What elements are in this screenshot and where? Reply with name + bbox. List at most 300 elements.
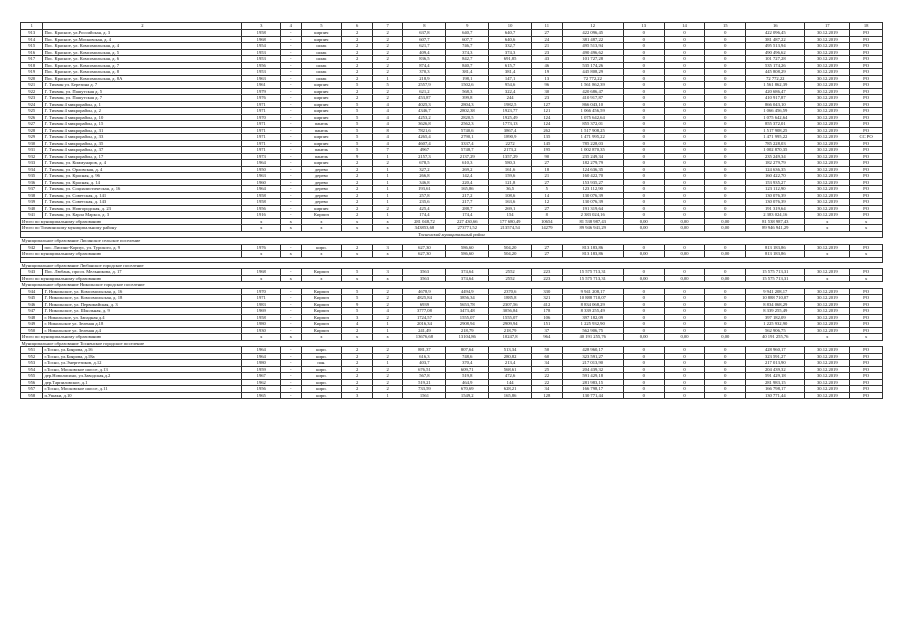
- table-cell: 1: [372, 212, 403, 219]
- table-cell: 1965: [242, 392, 281, 399]
- table-cell: x: [342, 334, 373, 341]
- table-cell: -: [281, 392, 301, 399]
- table-cell: 0: [623, 121, 664, 128]
- table-cell: 607,7: [403, 36, 446, 43]
- table-cell: 785 228,03: [562, 140, 623, 147]
- table-cell: 165,86: [489, 392, 532, 399]
- table-cell: 1: [372, 360, 403, 367]
- table-cell: 30.12.2019: [805, 386, 850, 393]
- table-cell: 0: [623, 301, 664, 308]
- table-cell: 2790,1: [446, 134, 489, 141]
- address-cell: г. Никольское ул. Зеленая д.18: [43, 321, 242, 328]
- table-cell: 943: [21, 269, 43, 276]
- table-cell: 374,3: [446, 49, 489, 56]
- table-cell: кирпич: [301, 88, 342, 95]
- table-cell: 0: [664, 360, 705, 367]
- table-cell: 1: [372, 153, 403, 160]
- table-cell: 381 487,22: [746, 36, 805, 43]
- table-cell: 142,4: [446, 173, 489, 180]
- section-heading: Муниципальное образование Лисинское сельское поселение: [21, 238, 883, 245]
- table-cell: 0: [623, 199, 664, 206]
- table-cell: 10247,8: [489, 334, 532, 341]
- table-cell: 323 591,27: [746, 353, 805, 360]
- table-cell: 2: [372, 56, 403, 63]
- column-number-cell: 13: [623, 23, 664, 30]
- table-cell: 147,1: [489, 75, 532, 82]
- table-cell: 160 422,70: [746, 173, 805, 180]
- table-cell: 1 225 932,90: [746, 321, 805, 328]
- table-cell: -: [281, 160, 301, 167]
- table-cell: 9: [342, 153, 373, 160]
- table-cell: 280,82: [489, 353, 532, 360]
- table-cell: 1970: [242, 114, 281, 121]
- table-cell: РО: [850, 153, 883, 160]
- table-cell: 1: [372, 321, 403, 328]
- table-cell: РО: [850, 140, 883, 147]
- table-cell: 3563: [403, 275, 446, 282]
- column-number-cell: 18: [850, 23, 883, 30]
- table-cell: 504,20: [489, 244, 532, 251]
- table-cell: СС РО: [850, 134, 883, 141]
- table-cell: 27: [532, 179, 563, 186]
- table-cell: 3777,08: [403, 308, 446, 315]
- table-cell: 2: [342, 199, 373, 206]
- table-cell: Кирпич: [301, 301, 342, 308]
- table-cell: 412: [532, 301, 563, 308]
- table-cell: 958: [21, 392, 43, 399]
- table-cell: x: [805, 334, 850, 341]
- table-cell: 30.12.2019: [805, 134, 850, 141]
- table-cell: 586,60: [446, 244, 489, 251]
- table-cell: 399,8: [446, 95, 489, 102]
- table-cell: -: [281, 121, 301, 128]
- table-cell: 1983: [242, 301, 281, 308]
- table-cell: -: [281, 295, 301, 302]
- table-cell: 425,4: [403, 205, 446, 212]
- table-cell: 281 983,15: [746, 379, 805, 386]
- table-cell: -: [281, 43, 301, 50]
- table-cell: 0: [664, 314, 705, 321]
- table-cell: 0: [623, 192, 664, 199]
- table-cell: 0: [664, 173, 705, 180]
- table-cell: 836,5: [403, 56, 446, 63]
- table-cell: 1: [372, 199, 403, 206]
- table-cell: 0: [664, 379, 705, 386]
- table-cell: 0: [664, 43, 705, 50]
- address-cell: Пос. Красное, ул. Комсомольская, д. 7: [43, 62, 242, 69]
- table-cell: 746,7: [446, 43, 489, 50]
- table-cell: 1: [372, 192, 403, 199]
- table-cell: 1971: [242, 295, 281, 302]
- table-cell: x: [301, 218, 342, 225]
- table-cell: 4346,7: [403, 108, 446, 115]
- table-cell: 2: [372, 314, 403, 321]
- table-cell: 50: [532, 347, 563, 354]
- table-cell: 403,7: [403, 360, 446, 367]
- table-cell: 30.12.2019: [805, 314, 850, 321]
- table-cell: 130 076,39: [562, 192, 623, 199]
- table-cell: 227 430,66: [446, 218, 489, 225]
- table-cell: -: [281, 30, 301, 37]
- table-cell: 0: [623, 69, 664, 76]
- table-cell: 0: [705, 212, 746, 219]
- table-cell: 855 372,01: [562, 121, 623, 128]
- table-cell: 8 339 255,49: [746, 308, 805, 315]
- column-number-row: [21, 23, 883, 30]
- table-cell: РО: [850, 308, 883, 315]
- table-cell: -: [281, 366, 301, 373]
- table-cell: 0: [664, 269, 705, 276]
- table-cell: 127: [532, 101, 563, 108]
- table-cell: 0: [705, 121, 746, 128]
- table-cell: 881,37: [403, 347, 446, 354]
- table-cell: 4: [372, 108, 403, 115]
- table-cell: Кирпич: [301, 288, 342, 295]
- table-cell: 1555,07: [446, 314, 489, 321]
- table-cell: 0: [664, 101, 705, 108]
- column-number-cell: 5: [301, 23, 342, 30]
- table-cell: 160 422,70: [562, 173, 623, 180]
- table-cell: РО: [850, 88, 883, 95]
- table-cell: 964: [532, 334, 563, 341]
- table-cell: 1357,29: [489, 153, 532, 160]
- table-cell: 0: [664, 308, 705, 315]
- table-cell: -: [281, 321, 301, 328]
- column-number-cell: 10: [489, 23, 532, 30]
- table-cell: 30.12.2019: [805, 353, 850, 360]
- table-cell: 1 561 862,39: [562, 82, 623, 89]
- table-cell: РО: [850, 43, 883, 50]
- table-cell: 3563: [403, 269, 446, 276]
- table-cell: 153 935,27: [562, 179, 623, 186]
- table-cell: 1 561 862,39: [746, 82, 805, 89]
- table-cell: -: [281, 288, 301, 295]
- table-cell: 5: [342, 295, 373, 302]
- table-cell: 954: [21, 366, 43, 373]
- table-cell: 615,7: [489, 62, 532, 69]
- table-cell: 0: [664, 69, 705, 76]
- table-cell: 640,7: [489, 30, 532, 37]
- table-cell: 22: [532, 379, 563, 386]
- table-cell: 130 076,39: [562, 199, 623, 206]
- table-cell: РО: [850, 166, 883, 173]
- table-cell: 1970: [242, 288, 281, 295]
- table-cell: 397 182,09: [746, 314, 805, 321]
- table-cell: 1: [372, 186, 403, 193]
- table-cell: 0: [705, 205, 746, 212]
- table-cell: 288,7: [446, 205, 489, 212]
- table-cell: РО: [850, 121, 883, 128]
- table-cell: 0: [664, 108, 705, 115]
- table-cell: 1 471 995,22: [562, 134, 623, 141]
- table-cell: 927: [21, 121, 43, 128]
- table-cell: 191 319,64: [562, 205, 623, 212]
- table-cell: -: [281, 347, 301, 354]
- column-number-cell: 8: [403, 23, 446, 30]
- table-cell: 30.12.2019: [805, 392, 850, 399]
- table-cell: РО: [850, 173, 883, 180]
- address-cell: Г. Тихвин 4 микрорайон, д. 10: [43, 114, 242, 121]
- table-cell: 445 808,29: [562, 69, 623, 76]
- table-cell: 0: [664, 114, 705, 121]
- table-cell: 30.12.2019: [805, 205, 850, 212]
- table-cell: кирпич: [301, 134, 342, 141]
- table-cell: 9 941 208,17: [562, 288, 623, 295]
- table-cell: кирп.: [301, 353, 342, 360]
- table-cell: -: [281, 192, 301, 199]
- table-cell: 5: [342, 288, 373, 295]
- table-cell: 0: [623, 75, 664, 82]
- table-cell: 0: [623, 327, 664, 334]
- table-cell: 3: [342, 392, 373, 399]
- table-cell: x: [301, 275, 342, 282]
- table-cell: 128: [532, 392, 563, 399]
- table-cell: 36,5: [489, 186, 532, 193]
- table-cell: 946: [21, 301, 43, 308]
- table-cell: x: [281, 251, 301, 258]
- table-cell: 0: [623, 179, 664, 186]
- table-cell: 0: [664, 347, 705, 354]
- table-cell: 370,3: [403, 69, 446, 76]
- table-cell: 1964: [242, 347, 281, 354]
- table-cell: x: [281, 225, 301, 232]
- table-cell: 4: [372, 114, 403, 121]
- address-cell: Г. Тихвин 4 микрорайон, д. 17: [43, 153, 242, 160]
- section-heading: Муниципальное образование Никольское городское поселение: [21, 282, 883, 289]
- table-cell: 1958: [242, 30, 281, 37]
- address-cell: Г. Тихвин, ул. Красная, д. 96: [43, 173, 242, 180]
- table-cell: 952: [21, 353, 43, 360]
- table-cell: 2157,3: [403, 153, 446, 160]
- address-cell: Пос. Красное, ул. Комсомольская, д. 4: [43, 43, 242, 50]
- table-cell: 422 096,45: [746, 30, 805, 37]
- table-cell: 676,51: [403, 366, 446, 373]
- table-cell: 0: [705, 288, 746, 295]
- address-cell: Г. Никольское, ул. Комсомольская, д. 16: [43, 288, 242, 295]
- table-cell: 0: [705, 327, 746, 334]
- table-cell: 0: [664, 166, 705, 173]
- table-cell: 177 680,49: [489, 218, 532, 225]
- table-cell: 269,2: [446, 166, 489, 173]
- table-cell: 0: [623, 186, 664, 193]
- table-cell: x: [372, 225, 403, 232]
- table-cell: 2307,56: [489, 301, 532, 308]
- address-cell: п.Ушаки, д.10: [43, 392, 242, 399]
- table-cell: 949: [21, 321, 43, 328]
- table-cell: 4: [342, 321, 373, 328]
- table-cell: 1964: [242, 160, 281, 167]
- table-cell: 0: [664, 212, 705, 219]
- table-cell: 0: [705, 353, 746, 360]
- table-cell: 1980: [242, 321, 281, 328]
- table-cell: 0: [705, 347, 746, 354]
- table-cell: 2: [342, 179, 373, 186]
- table-cell: шлак: [301, 56, 342, 63]
- table-cell: 12: [532, 199, 563, 206]
- table-cell: 381 487,22: [562, 36, 623, 43]
- table-cell: 0: [623, 160, 664, 167]
- table-cell: -: [281, 179, 301, 186]
- table-cell: 244: [489, 95, 532, 102]
- table-cell: -: [281, 353, 301, 360]
- table-cell: -: [281, 69, 301, 76]
- table-cell: 0: [664, 386, 705, 393]
- table-cell: РО: [850, 56, 883, 63]
- table-cell: 96: [532, 82, 563, 89]
- table-cell: 5: [342, 269, 373, 276]
- table-cell: 235,6: [403, 199, 446, 206]
- table-cell: 4253,2: [403, 114, 446, 121]
- table-cell: 8 834 068,29: [562, 301, 623, 308]
- table-cell: 5740,6: [446, 127, 489, 134]
- table-cell: 30.12.2019: [805, 288, 850, 295]
- table-cell: 0: [705, 147, 746, 154]
- table-cell: -: [281, 199, 301, 206]
- table-cell: 2: [372, 347, 403, 354]
- table-cell: 678,5: [403, 160, 446, 167]
- table-cell: 34: [532, 360, 563, 367]
- table-cell: 2: [372, 373, 403, 380]
- table-cell: 921: [21, 82, 43, 89]
- table-cell: 2552: [489, 275, 532, 282]
- table-cell: 4025,3: [403, 101, 446, 108]
- table-cell: кирпич: [301, 36, 342, 43]
- column-number-cell: 9: [446, 23, 489, 30]
- table-cell: 163,6: [489, 199, 532, 206]
- table-cell: 1 225 932,90: [562, 321, 623, 328]
- table-cell: 445 808,29: [746, 69, 805, 76]
- table-cell: 637,8: [403, 30, 446, 37]
- table-cell: 2: [342, 192, 373, 199]
- table-cell: 0: [623, 36, 664, 43]
- column-number-cell: 15: [705, 23, 746, 30]
- table-cell: РО: [850, 69, 883, 76]
- table-cell: 174,4: [403, 212, 446, 219]
- table-cell: 262: [532, 127, 563, 134]
- table-cell: 370,4: [446, 360, 489, 367]
- table-cell: 1982,5: [489, 101, 532, 108]
- table-cell: 21: [532, 43, 563, 50]
- table-cell: 0: [623, 205, 664, 212]
- table-cell: 1885,8: [489, 295, 532, 302]
- address-cell: г.Тосно, Московское шоссе, д.13: [43, 366, 242, 373]
- table-cell: 2016,34: [403, 321, 446, 328]
- table-cell: 0: [623, 347, 664, 354]
- table-cell: 1: [372, 179, 403, 186]
- table-cell: 1555,07: [489, 314, 532, 321]
- table-cell: 241,49: [403, 327, 446, 334]
- table-cell: 235 249,34: [746, 153, 805, 160]
- table-cell: 10654: [532, 218, 563, 225]
- table-cell: 1930: [242, 327, 281, 334]
- table-cell: 1 002 870,35: [562, 147, 623, 154]
- table-cell: 5: [342, 114, 373, 121]
- table-cell: 5: [342, 140, 373, 147]
- table-cell: 30.12.2019: [805, 88, 850, 95]
- table-cell: 925: [21, 108, 43, 115]
- table-cell: 159,6: [489, 173, 532, 180]
- table-cell: x: [850, 251, 883, 258]
- table-cell: 220,4: [446, 179, 489, 186]
- table-cell: 374,64: [446, 269, 489, 276]
- table-cell: 2272: [489, 140, 532, 147]
- table-cell: панель: [301, 147, 342, 154]
- table-cell: 30.12.2019: [805, 121, 850, 128]
- table-cell: 0: [623, 244, 664, 251]
- table-cell: 616,3: [403, 353, 446, 360]
- address-cell: Г. Тихвин, ул. Пашутская д. 7: [43, 95, 242, 102]
- table-cell: РО: [850, 192, 883, 199]
- table-cell: 951: [21, 347, 43, 354]
- address-cell: Пос. Красное, ул.Московская, д. 4: [43, 36, 242, 43]
- table-cell: 30.12.2019: [805, 212, 850, 219]
- table-cell: 121,8: [489, 179, 532, 186]
- table-cell: 9: [342, 301, 373, 308]
- table-cell: 37: [532, 327, 563, 334]
- table-cell: 621,7: [403, 43, 446, 50]
- table-cell: 4678,9: [403, 288, 446, 295]
- table-cell: 0: [623, 321, 664, 328]
- table-cell: 586,60: [446, 251, 489, 258]
- table-cell: 0: [623, 295, 664, 302]
- table-cell: 30.12.2019: [805, 30, 850, 37]
- table-cell: 0: [623, 360, 664, 367]
- table-cell: 0: [705, 114, 746, 121]
- table-cell: 0,00: [664, 225, 705, 232]
- table-cell: 1980: [242, 360, 281, 367]
- table-cell: 913: [21, 30, 43, 37]
- table-cell: 940: [21, 205, 43, 212]
- table-cell: 621,2: [403, 88, 446, 95]
- table-cell: 916: [21, 49, 43, 56]
- table-cell: РО: [850, 82, 883, 89]
- table-cell: 30.12.2019: [805, 101, 850, 108]
- table-cell: 931: [21, 147, 43, 154]
- table-cell: 855 372,01: [746, 121, 805, 128]
- table-cell: 1954: [242, 43, 281, 50]
- table-cell: 273771,52: [446, 225, 489, 232]
- table-cell: 935: [21, 173, 43, 180]
- table-cell: 0: [705, 199, 746, 206]
- table-cell: 2802,38: [446, 108, 489, 115]
- table-cell: дерево: [301, 179, 342, 186]
- table-cell: 4825,84: [403, 295, 446, 302]
- table-cell: x: [805, 225, 850, 232]
- table-cell: 0,00: [705, 275, 746, 282]
- table-cell: 1: [372, 327, 403, 334]
- table-cell: 30.12.2019: [805, 62, 850, 69]
- table-cell: 151: [532, 321, 563, 328]
- table-cell: 30.12.2019: [805, 43, 850, 50]
- table-cell: 5: [342, 147, 373, 154]
- table-cell: 920: [21, 75, 43, 82]
- table-cell: x: [342, 218, 373, 225]
- table-cell: 2: [342, 88, 373, 95]
- table-cell: 40 191 255,76: [562, 334, 623, 341]
- table-cell: 204 439,32: [746, 366, 805, 373]
- table-cell: РО: [850, 379, 883, 386]
- table-cell: 923: [21, 95, 43, 102]
- table-cell: РО: [850, 179, 883, 186]
- table-cell: 81 538 987,43: [562, 218, 623, 225]
- address-cell: Г. Никольское, ул. Первомайская, д. 3: [43, 301, 242, 308]
- table-cell: x: [281, 218, 301, 225]
- table-cell: 30.12.2019: [805, 49, 850, 56]
- table-cell: 3: [372, 244, 403, 251]
- table-cell: 18: [532, 166, 563, 173]
- table-cell: кирп.: [301, 392, 342, 399]
- table-cell: 0: [623, 373, 664, 380]
